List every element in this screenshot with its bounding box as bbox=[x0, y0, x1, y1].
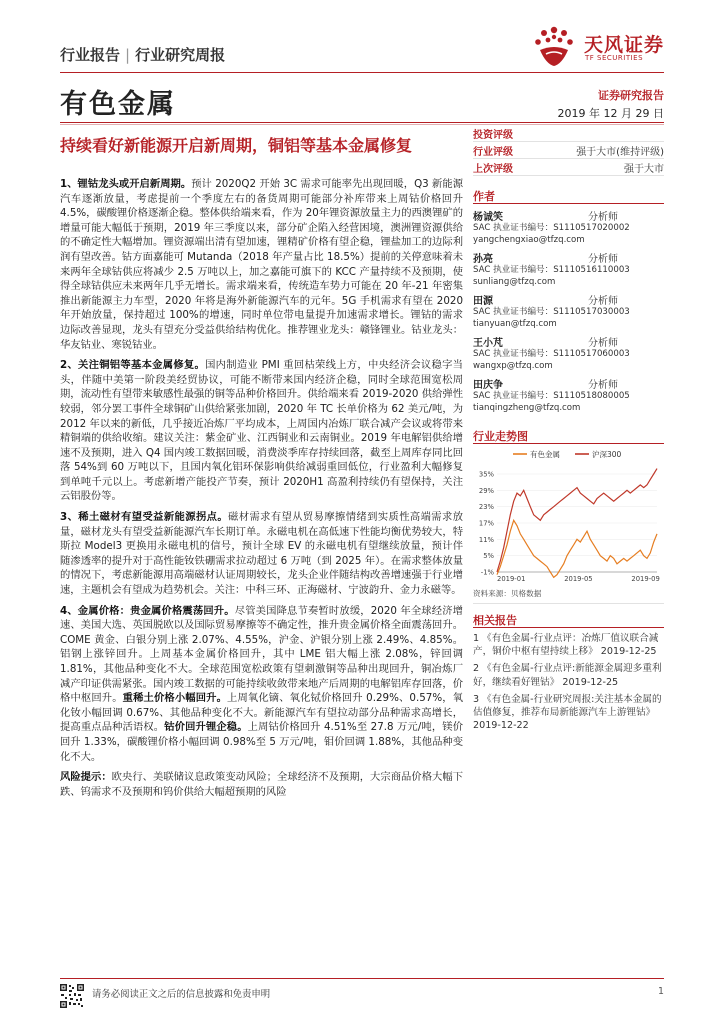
related-heading: 相关报告 bbox=[473, 608, 664, 628]
analyst-email[interactable]: tianqingzheng@tfzq.com bbox=[473, 402, 581, 413]
section-lithium-cobalt bbox=[60, 177, 463, 352]
trend-chart-svg bbox=[473, 444, 664, 586]
analyst-email[interactable]: wangxp@tfzq.com bbox=[473, 360, 553, 371]
report-headline: 持续看好新能源开启新周期，铜铝等基本金属修复 bbox=[60, 136, 413, 155]
section-heading: 1、锂钴龙头或开启新周期。 bbox=[60, 178, 192, 190]
industry-rating-label: 行业评级 bbox=[473, 146, 513, 158]
analyst-email[interactable]: tianyuan@tfzq.com bbox=[473, 318, 557, 329]
logo-mark-icon bbox=[532, 24, 576, 68]
footer-divider bbox=[60, 978, 664, 979]
trend-chart bbox=[473, 444, 664, 586]
analyst-sac-number: SAC 执业证书编号：S1110517060003 bbox=[473, 349, 630, 359]
related-report-date: 2019-12-25 bbox=[562, 676, 619, 688]
analyst-role: 分析师 bbox=[588, 296, 618, 307]
rating-heading: 投资评级 bbox=[473, 129, 513, 141]
category-label: 行业报告 bbox=[60, 46, 121, 64]
analyst-email[interactable]: yangchengxiao@tfzq.com bbox=[473, 234, 585, 245]
analyst-sac-number: SAC 执业证书编号：S1110516110003 bbox=[473, 265, 630, 275]
related-report-date: 2019-12-25 bbox=[600, 646, 657, 658]
section-heading: 3、稀土磁材有望受益新能源拐点。 bbox=[60, 511, 229, 524]
related-report-number: 2 bbox=[473, 663, 480, 675]
logo-chinese-text: 天风证券 bbox=[584, 34, 665, 56]
analyst-name: 杨诚笑 bbox=[473, 212, 503, 223]
y-tick-label: 35% bbox=[478, 470, 494, 479]
y-tick-label: 5% bbox=[483, 552, 494, 561]
report-body bbox=[60, 177, 463, 805]
section-text: 国内制造业 PMI 重回枯荣线上方，中央经济会议稳字当头，伴随中美第一阶段美经贸协议，可能不断带来国内经济企稳，同时全球范围宽松周期，流动性有望带来敏感性最强的铜等品种价格回升。供给端来看 2019-2020 供给弹性较弱，邻分罢工事件全球铜矿山供给紧张加剧，2020 年 TC 长单价格为 62 美元/吨，为 2012 年以来的新低，几乎接近冶炼厂平均成本，上周国内冶炼厂联合减产会议或将带来精铜端的供给收缩。建议关注：紫金矿业、江西铜业和云南铜业。2019 年电解铝供给增速不及预期，进入 Q4 国内竣工数据回暖，消费淡季库存持续回落，截至上周库存同比回落 54%到 60 万吨以下，且国内氧化铝环保影响供给减弱重回低位，行业盈利大幅修复到单吨千元以上。考虑新增产能投产节奏，预计 2020H1 高盈利持续仍有望保持，关注云铝股份等。 bbox=[60, 359, 463, 503]
section-metal-prices bbox=[60, 604, 463, 765]
risk-warning bbox=[60, 770, 463, 799]
analyst-sac-number: SAC 执业证书编号：S1110517020002 bbox=[473, 223, 630, 233]
section-subheading: 重稀土价格小幅回升。 bbox=[122, 692, 228, 705]
header-divider bbox=[60, 72, 664, 73]
related-report-title[interactable]: 《有色金属-行业点评:新能源金属迎多重利好，继续看好锂钴》 bbox=[473, 663, 662, 688]
related-report-item[interactable] bbox=[473, 632, 664, 658]
y-tick-label: -1% bbox=[480, 568, 494, 577]
subcategory-label: 行业研究周报 bbox=[135, 46, 226, 64]
related-report-title[interactable]: 《有色金属-行业研究周报:关注基本金属的估值修复，推荐布局新能源汽车上游锂钴》 bbox=[473, 693, 662, 719]
report-category bbox=[60, 44, 225, 65]
section-heading: 4、金属价格：贵金属价格震荡回升。 bbox=[60, 604, 235, 617]
section-base-metals bbox=[60, 358, 463, 504]
section-text: 预计 2020Q2 开始 3C 需求可能率先出现回暖，Q3 新能源汽车逐渐放量，考虑提前一个季度左右的备货周期可能部分补库带来上周钴价格回升 4.5%，碳酸锂价格逐渐企稳。整体供给端来看，作为 20年锂资源放量主力的西澳锂矿的增量可能大幅低于预期，2019 年三季度以来，部分矿企陷入经营困境，澳洲锂资源供给的不确定性大幅增加。锂资源端出清有望加速，锂精矿价格有望企稳，锂盐加工的边际利润有望改善。钴方面嘉能可 Mutanda（2018 年产量占比 18.5%）提前的关停意味着未来两年全球钴供应将减少 2.5 万吨以上，加之嘉能可旗下的 KCC 产量持续不及预期，使得全球钴供应未来两年几乎无增长。需求端来看，传统造车势力可能在 20 年-21 年密集推出新能源主力车型，2020 年将是海外新能源汽车的元年。5G 手机需求有望在 2020 年开始放量，保持超过 100%的增速，同时单位带电量提升加速需求增长。锂钴的需求边际改善显现，龙头有望充分受益供给结构优化。推荐锂业龙头：赣锋锂业。钴业龙头：华友钴业、寒锐钴业。 bbox=[60, 178, 463, 351]
analyst-sac-number: SAC 执业证书编号：S1110518080005 bbox=[473, 391, 630, 401]
x-tick-label: 2019-01 bbox=[497, 575, 526, 583]
x-tick-label: 2019-05 bbox=[564, 575, 593, 583]
industry-rating-value: 强于大市(维持评级) bbox=[576, 146, 664, 158]
section-text: 上周钴价格回升 4.51%至 27.8 万元/吨，镁价回升 1.33%，碳酸锂价格小幅回调 0.98%至 5 万元/吨，钼价回调 1.88%，其他品种变化不大。 bbox=[60, 721, 464, 763]
section-subheading: 钴价回升锂企稳。 bbox=[164, 721, 248, 734]
sidebar bbox=[473, 125, 664, 732]
related-report-date: 2019-12-22 bbox=[473, 720, 529, 732]
analyst-name: 孙亮 bbox=[473, 254, 493, 265]
analyst-card bbox=[473, 204, 664, 246]
risk-heading: 风险提示： bbox=[60, 771, 112, 784]
y-tick-label: 11% bbox=[478, 535, 494, 544]
previous-rating-value: 强于大市 bbox=[624, 163, 664, 175]
industry-rating-row bbox=[473, 142, 664, 159]
section-text: 磁材需求有望从贸易摩擦情绪到实质性高端需求放量，磁材龙头有望受益新能源汽车长期订单。永磁电机在高低速下性能均衡优势较大，特斯拉 Model3 更换用永磁电机的信号，预计全球 EV 的永磁电机有望继续放量，预计伴随渗透率的提升对于高性能钕铁硼需求拉动超过 6 万吨（到 2025 年）。在需求整体放量的情况下，考虑新能源用高端磁材认证周期较长，龙头企业伴随结构改善增速强于行业增速，主题机会有望成为趋势机会。关注：中科三环、正海磁材、宁波韵升、金力永磁等。 bbox=[60, 511, 464, 597]
related-report-item[interactable] bbox=[473, 662, 664, 688]
analyst-role: 分析师 bbox=[588, 212, 618, 223]
chart-source: 资料来源：贝格数据 bbox=[473, 588, 664, 604]
category-separator: | bbox=[125, 46, 131, 64]
analyst-role: 分析师 bbox=[588, 338, 618, 349]
disclaimer: 请务必阅读正文之后的信息披露和免责申明 bbox=[92, 989, 271, 1000]
x-tick-label: 2019-09 bbox=[631, 575, 660, 583]
related-report-item[interactable] bbox=[473, 693, 664, 733]
logo-english-text: TF SECURITIES bbox=[585, 54, 644, 62]
legend-label: 沪深300 bbox=[592, 450, 622, 459]
analyst-name: 王小芃 bbox=[473, 338, 503, 349]
y-tick-label: 23% bbox=[478, 503, 494, 512]
section-rare-earth bbox=[60, 510, 463, 598]
report-date: 2019 年 12 月 29 日 bbox=[557, 107, 664, 120]
section-text: 尽管美国降息节奏暂时放缓，2020 年全球经济增速、美国大选、英国脱欧以及国际贸易摩擦等不确定性，推升贵金属价格全面震荡回升。COME 黄金、白银分别上涨 2.07%、4.55%，沪金、沪银分别上涨 2.49%、4.85%。铝钢上涨锌回升。上周基本金属价格回升，其中 LME 铝大幅上涨 2.08%，锌回调 1.81%，其他品种变化不大。全球范围宽松政策有望刺激铜等品种出现回升，铜冶炼厂减产印证供需紧张。国内竣工数据的可能持续收敛带来地产后周期的电解铝库存回落，价格中枢回升。 bbox=[60, 604, 463, 705]
y-tick-label: 29% bbox=[478, 486, 494, 495]
legend-label: 有色金属 bbox=[530, 450, 560, 459]
report-type: 证券研究报告 bbox=[598, 89, 664, 102]
sector-title: 有色金属 bbox=[60, 89, 176, 120]
analyst-name: 田源 bbox=[473, 296, 493, 307]
qr-code-icon bbox=[60, 984, 84, 1008]
title-divider bbox=[60, 122, 664, 123]
related-report-number: 1 bbox=[473, 633, 480, 644]
analyst-card bbox=[473, 372, 664, 418]
y-tick-label: 17% bbox=[478, 519, 494, 528]
previous-rating-row bbox=[473, 159, 664, 176]
related-report-title[interactable]: 《有色金属-行业点评：冶炼厂值议联合减产，铜价中枢有望持续上移》 bbox=[473, 633, 659, 658]
series-line-0 bbox=[497, 520, 657, 577]
section-text: 上周氧化镝、氧化铽价格回升 0.29%、0.57%，氧化钕小幅回调 0.67%、其他品种变化不大。新能源汽车有望拉动部分品种需求高增长，提高重点品种活语权。 bbox=[60, 692, 464, 734]
related-reports bbox=[473, 632, 664, 732]
related-report-number: 3 bbox=[473, 693, 480, 705]
analyst-email[interactable]: sunliang@tfzq.com bbox=[473, 276, 556, 287]
rating-heading-row bbox=[473, 125, 664, 142]
analyst-sac-number: SAC 执业证书编号：S1110517030003 bbox=[473, 307, 630, 317]
previous-rating-label: 上次评级 bbox=[473, 163, 513, 175]
analyst-card bbox=[473, 288, 664, 330]
analyst-card bbox=[473, 330, 664, 372]
section-heading: 2、关注铜铝等基本金属修复。 bbox=[60, 359, 206, 372]
authors-heading: 作者 bbox=[473, 184, 664, 204]
brand-logo bbox=[532, 24, 672, 70]
page-number: 1 bbox=[658, 986, 664, 997]
analyst-role: 分析师 bbox=[588, 254, 618, 265]
risk-text: 欧央行、美联储议息政策变动风险；全球经济不及预期，大宗商品价格大幅下跌、钨需求不及预期和钨价供给大幅超预期的风险 bbox=[60, 771, 463, 798]
analyst-name: 田庆争 bbox=[473, 380, 503, 391]
analyst-role: 分析师 bbox=[588, 380, 618, 391]
analyst-card bbox=[473, 246, 664, 288]
trend-heading: 行业走势图 bbox=[473, 424, 664, 444]
